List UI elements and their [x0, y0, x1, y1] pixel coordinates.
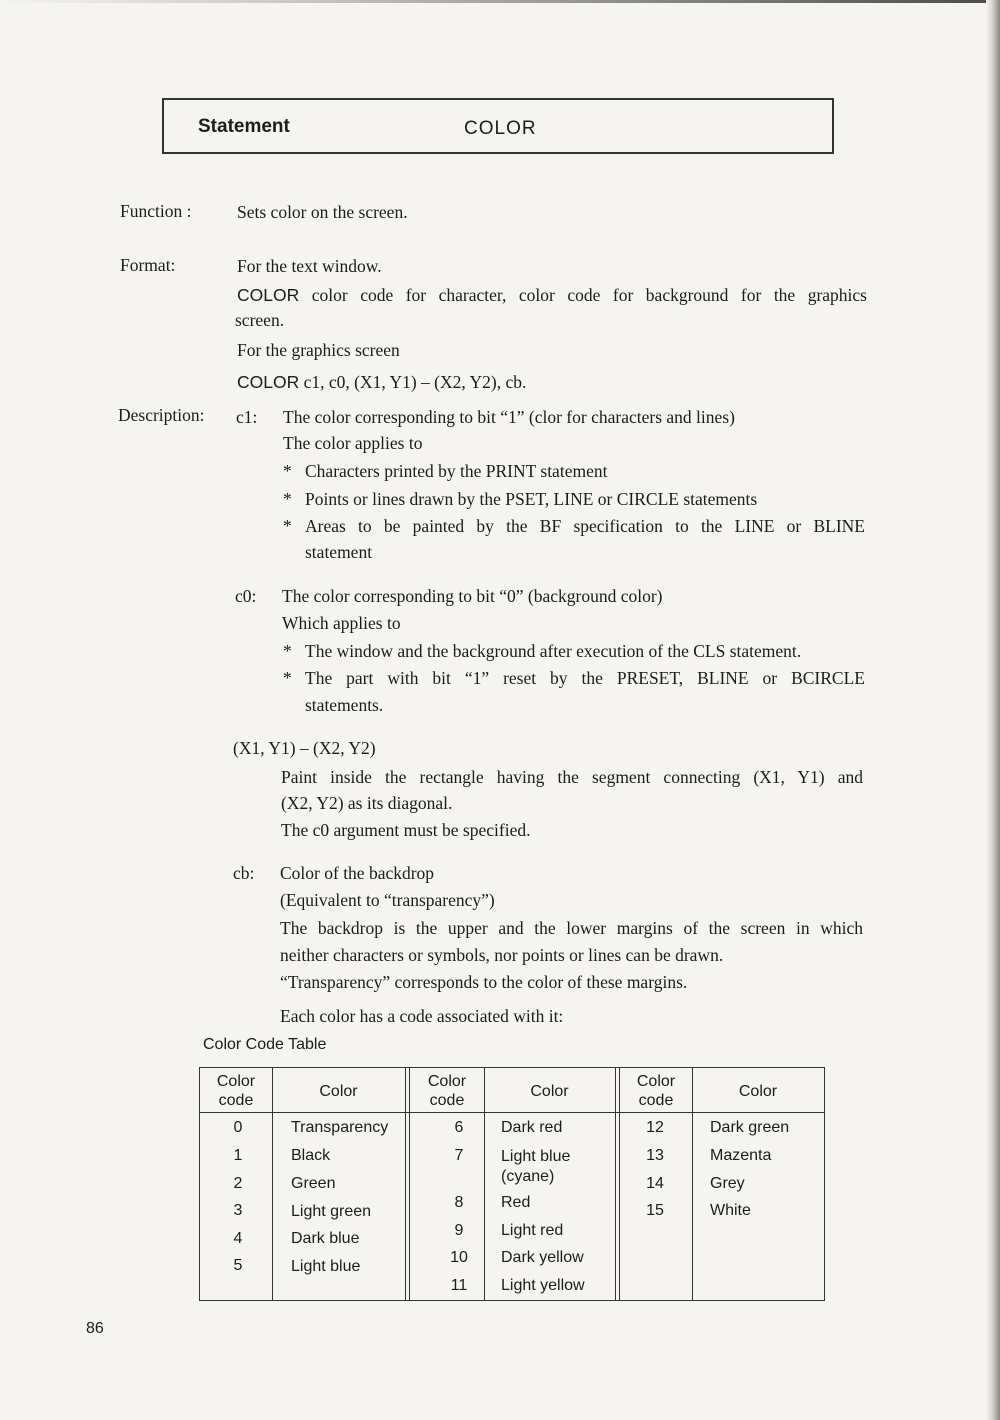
c1-bullet-2: Points or lines drawn by the PSET, LINE or CIRCLE statements: [305, 489, 758, 509]
page-number: 86: [86, 1320, 104, 1337]
c0-bullet-1: The window and the background after execution of the CLS statement.: [305, 641, 802, 661]
rect-line-3: The c0 argument must be specified.: [281, 820, 531, 840]
format-line-1: For the text window.: [237, 256, 382, 276]
c0-line-2: Which applies to: [282, 613, 401, 633]
statement-keyword: COLOR: [464, 118, 537, 139]
bullet-mark: *: [283, 489, 292, 509]
cb-term: cb:: [233, 863, 255, 883]
color-code-cell: 6: [454, 1119, 464, 1136]
description-label: Description:: [118, 405, 205, 425]
c0-line-1: The color corresponding to bit “0” (background color): [282, 586, 663, 606]
color-code-cell: 11: [450, 1277, 468, 1294]
c1-bullet-1: Characters printed by the PRINT statement: [305, 461, 608, 481]
color-code-cell: 15: [646, 1202, 664, 1219]
header-color-code: Color code: [427, 1073, 467, 1110]
table-header-divider: [200, 1112, 824, 1113]
cb-line-3: The backdrop is the upper and the lower margins of the screen in which: [280, 918, 863, 938]
color-code-cell: 3: [233, 1202, 243, 1219]
table-caption: Color Code Table: [203, 1036, 327, 1053]
page-edge-right: [986, 0, 1000, 1420]
format-keyword-1: COLOR: [237, 285, 300, 305]
cb-line-5: “Transparency” corresponds to the color of these margins.: [280, 972, 688, 992]
color-code-cell: 2: [233, 1175, 243, 1192]
bullet-mark: *: [283, 641, 292, 661]
c0-bullet-2: The part with bit “1” reset by the PRESET, BLINE or BCIRCLE: [305, 668, 865, 688]
function-label: Function :: [120, 201, 192, 221]
table-column-divider: [692, 1068, 693, 1300]
color-name-cell: Transparency: [291, 1119, 389, 1136]
color-name-cell: Green: [291, 1175, 336, 1192]
rect-line-1: Paint inside the rectangle having the segment connecting (X1, Y1) and: [281, 767, 863, 787]
color-code-cell: 5: [233, 1257, 243, 1274]
color-code-table: [199, 1067, 825, 1301]
c1-line-2: The color applies to: [283, 433, 423, 453]
color-code-cell: 9: [454, 1222, 464, 1239]
color-name-cell: White: [710, 1202, 751, 1219]
color-name-cell: Light red: [501, 1222, 564, 1239]
header-color: Color: [738, 1083, 778, 1100]
function-text: Sets color on the screen.: [237, 202, 408, 222]
cb-line-4: neither characters or symbols, nor points or lines can be drawn.: [280, 945, 724, 965]
color-name-cell: Light blue (cyane): [501, 1148, 571, 1185]
format-label: Format:: [120, 255, 176, 275]
color-name-cell: Grey: [710, 1175, 745, 1192]
rect-term: (X1, Y1) – (X2, Y2): [233, 738, 376, 758]
color-code-cell: 12: [646, 1119, 664, 1136]
c0-bullet-2-cont: statements.: [305, 695, 384, 715]
cb-line-2: (Equivalent to “transparency”): [280, 890, 495, 910]
color-name-cell: Light blue: [291, 1258, 361, 1275]
format-line-2-rest: color code for character, color code for background for the graphics: [311, 285, 867, 305]
format-line-3: screen.: [235, 310, 285, 330]
color-name-cell: Dark yellow: [501, 1249, 584, 1266]
color-code-cell: 10: [450, 1249, 468, 1266]
color-name-cell: Mazenta: [710, 1147, 772, 1164]
color-code-cell: 4: [233, 1230, 243, 1247]
statement-header-box: [162, 98, 834, 154]
cb-line-1: Color of the backdrop: [280, 863, 435, 883]
statement-label: Statement: [198, 116, 290, 137]
bullet-mark: *: [283, 516, 292, 536]
header-color-code: Color code: [636, 1073, 676, 1110]
color-name-cell: Dark blue: [291, 1230, 360, 1247]
color-name-cell: Dark red: [501, 1119, 563, 1136]
format-line-2: [237, 285, 867, 306]
header-color: Color: [319, 1083, 358, 1100]
bullet-mark: *: [283, 461, 292, 481]
color-code-cell: 14: [646, 1175, 664, 1192]
format-keyword-2: COLOR: [237, 372, 300, 392]
rect-line-2: (X2, Y2) as its diagonal.: [281, 793, 453, 813]
c1-bullet-3: Areas to be painted by the BF specification to the LINE or BLINE: [305, 516, 865, 536]
header-color-code: Color code: [216, 1073, 256, 1110]
color-name-cell: Black: [291, 1147, 331, 1164]
c0-term: c0:: [235, 586, 257, 606]
header-color: Color: [530, 1083, 569, 1100]
color-code-cell: 13: [646, 1147, 664, 1164]
c1-line-1: The color corresponding to bit “1” (clor for characters and lines): [283, 407, 735, 427]
format-line-4: For the graphics screen: [237, 340, 400, 360]
bullet-mark: *: [283, 668, 292, 688]
cb-line-6: Each color has a code associated with it:: [280, 1006, 564, 1026]
format-line-5-rest: c1, c0, (X1, Y1) – (X2, Y2), cb.: [303, 372, 527, 392]
color-name-cell: Light yellow: [501, 1277, 585, 1294]
c1-term: c1:: [236, 407, 258, 427]
color-name-cell: Light green: [291, 1203, 372, 1220]
color-code-cell: 0: [233, 1119, 243, 1136]
color-name-cell: Dark green: [710, 1119, 790, 1136]
color-name-cell: Red: [501, 1194, 531, 1211]
color-code-cell: 8: [454, 1194, 464, 1211]
c1-bullet-3-cont: statement: [305, 542, 373, 562]
color-code-cell: 7: [454, 1147, 464, 1164]
format-line-5: [237, 372, 526, 393]
color-code-cell: 1: [233, 1147, 243, 1164]
page-edge-top: [0, 0, 1000, 3]
